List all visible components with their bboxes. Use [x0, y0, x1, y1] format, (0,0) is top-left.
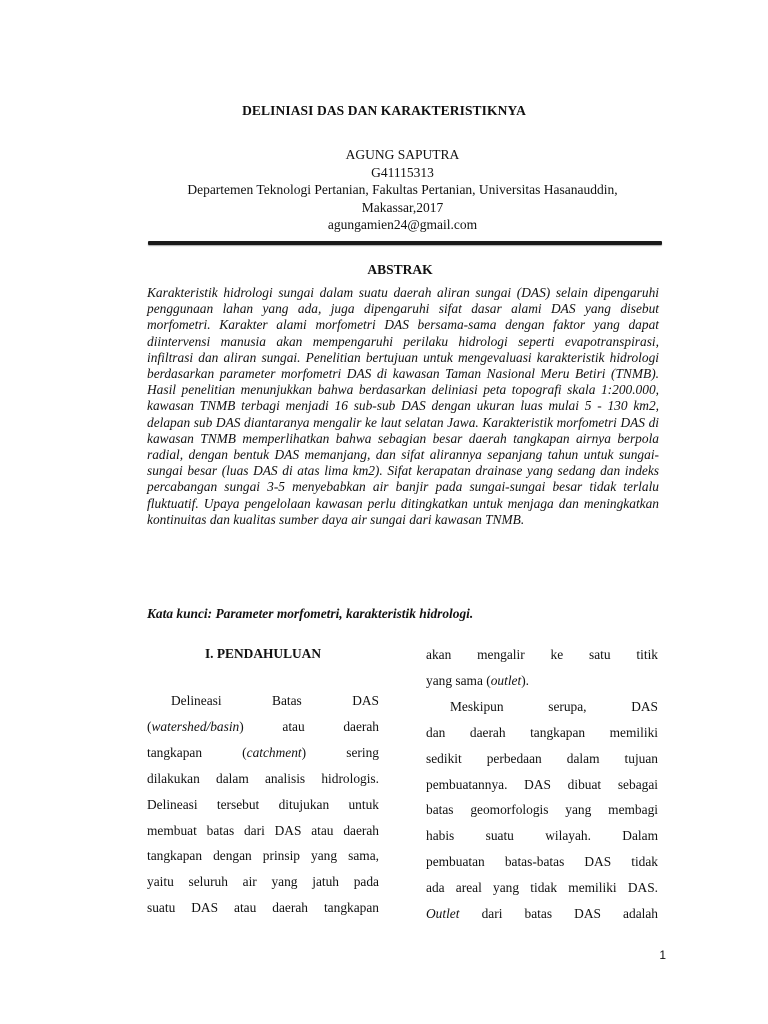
body-text-line: (watershed/basin) atau daerah [147, 718, 379, 734]
body-text-line: ada areal yang tidak memiliki DAS. [426, 880, 658, 896]
body-text-line: sedikit perbedaan dalam tujuan [426, 750, 658, 766]
affiliation-line-1: Departemen Teknologi Pertanian, Fakultas Pertanian, Universitas Hasanauddin, [187, 182, 618, 197]
abstract-heading: ABSTRAK [367, 262, 433, 277]
left-column [147, 688, 379, 921]
body-text-line: batas geomorfologis yang membagi [426, 802, 658, 818]
body-text-line: yang sama (outlet). [426, 672, 530, 688]
right-column [426, 642, 658, 927]
affiliation-line-2: Makassar,2017 [361, 199, 444, 215]
body-text-line: dan daerah tangkapan memiliki [426, 724, 658, 740]
body-text-line: Meskipun serupa, DAS [450, 698, 658, 714]
abstract-body: Karakteristik hidrologi sungai dalam suatu daerah aliran sungai (DAS) selain dipengaruhi penggunaan lahan yang ada, juga dipengaruhi sifat dasar alami DAS yang disebut morfometri. Karakter alami morfometri DAS bersama-sama dengan faktor yang dapat diintervensi manusia akan mempengaruhi perilaku hidrologi seperti evapotranspirasi, infiltrasi dan aliran sungai. Penelitian bertujuan untuk mengevaluasi karakteristik hidrologi berdasarkan parameter morfometri DAS di kawasan Taman Nasional Meru Betiri (TNMB). Hasil penelitian menunjukkan bahwa berdasarkan deliniasi peta topografi skala 1:200.000, kawasan TNMB terbagi menjadi 16 sub-sub DAS dengan ukuran luas mulai 5 - 130 km2, delapan sub DAS diantaranya mengalir ke laut selatan Jawa. Karakteristik morfometri DAS di kawasan TNMB memperlihatkan bahwa sebagian besar daerah tangkapan airnya berpola radial, dengan bentuk DAS memanjang, dan sifat alirannya sepanjang tahun untuk sungai-sungai besar (luas DAS di atas lima km2). Sifat kerapatan drainase yang sedang dan indeks percabangan sungai 3-5 menyebabkan air banjir pada sungai-sungai besar tidak terlalu fluktuatif. Upaya pengelolaan kawasan perlu ditingkatkan untuk menjaga dan meningkatkan kontinuitas dan kualitas sumber daya air sungai dari kawasan TNMB. [147, 285, 659, 527]
page-number: 1 [659, 948, 666, 962]
author-block [100, 146, 705, 234]
author-name: AGUNG SAPUTRA [345, 147, 460, 162]
keywords: Kata kunci: Parameter morfometri, karakteristik hidrologi. [147, 606, 474, 621]
body-text-line: Delineasi Batas DAS [171, 693, 379, 708]
body-text-line: suatu DAS atau daerah tangkapan [147, 900, 379, 916]
body-text-line: yaitu seluruh air yang jatuh pada [147, 874, 379, 890]
body-text-line: dilakukan dalam analisis hidrologis. [147, 770, 379, 786]
body-text-line: Delineasi tersebut ditujukan untuk [147, 796, 379, 812]
body-text-line: habis suatu wilayah. Dalam [426, 828, 658, 844]
body-text-line: Outlet dari batas DAS adalah [426, 906, 658, 922]
author-email: agungamien24@gmail.com [327, 217, 478, 232]
section-heading-introduction: I. PENDAHULUAN [204, 646, 322, 661]
paper-title: DELINIASI DAS DAN KARAKTERISTIKNYA [242, 103, 526, 118]
body-text-line: akan mengalir ke satu titik [426, 647, 658, 662]
body-text-line: membuat batas dari DAS atau daerah [147, 822, 379, 838]
body-text-line: tangkapan (catchment) sering [147, 744, 379, 760]
body-text-line: pembuatan batas-batas DAS tidak [426, 854, 658, 870]
header-divider [148, 241, 662, 245]
author-id: G41115313 [371, 164, 434, 180]
body-text-line: tangkapan dengan prinsip yang sama, [147, 848, 379, 864]
body-text-line: pembuatannya. DAS dibuat sebagai [426, 776, 658, 792]
